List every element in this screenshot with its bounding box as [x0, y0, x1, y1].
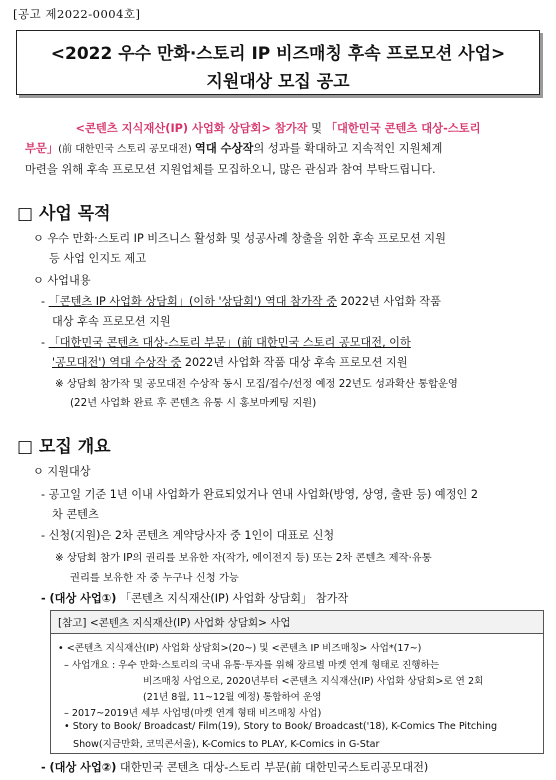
reference-box — [50, 610, 544, 754]
intro-winners: 역대 수상작 — [194, 142, 254, 155]
purpose-bullet-line-2: 등 사업 인지도 제고 — [49, 252, 147, 265]
target-program-1 — [41, 590, 348, 606]
target-bullet: ㅇ 지원대상 — [33, 465, 91, 478]
intro-line-3: 마련을 위해 후속 프로모션 지원업체를 모집하오니, 많은 관심과 참여 부탁드립니다. — [25, 163, 436, 176]
title-line-1: <2022 우수 만화·스토리 IP 비즈매칭 후속 프로모션 사업> — [50, 44, 506, 64]
dash-1-prefix: - — [41, 295, 49, 308]
dash-2-prefix: - — [41, 336, 49, 349]
target-program-2 — [41, 759, 428, 775]
reference-line-1: • <콘텐츠 지식재산(IP) 사업화 상담회>(20~) 및 <콘텐츠 IP 비즈매칭> 사업*(17~) — [58, 643, 422, 654]
reference-line-6: • Story to Book/ Broadcast/ Film(19), Story to Book/ Broadcast('18), K-Comics The Pitching — [64, 721, 498, 732]
reference-line-5: – 2017~2019년 세부 사업명(마켓 연계 형태 비즈매칭 사업) — [64, 708, 322, 719]
section-overview-heading: □ 모집 개요 — [17, 437, 111, 457]
reference-line-4: (21년 8월, 11~12월 예정) 통합하여 운영 — [143, 692, 322, 703]
dash-1-rest: 2022년 사업화 작품 — [336, 295, 441, 308]
intro-line-2 — [0, 139, 556, 160]
dash-2-rest: 2022년 사업화 작품 대상 후속 프로모션 지원 — [181, 356, 408, 369]
target-program-2-label: - (대상 사업②) — [41, 761, 117, 774]
dash-2-underlined: 「대한민국 콘텐츠 대상-스토리 부문」(前 대한민국 스토리 공모대전, 이하 — [48, 336, 411, 349]
target-dash-1-line-2: 차 콘텐츠 — [52, 508, 99, 521]
target-note-line-2: 권리를 보유한 자 중 누구나 신청 가능 — [70, 572, 239, 584]
target-dash-1-line-1: - 공고일 기준 1년 이내 사업화가 완료되었거나 연내 사업화(방영, 상영, 출판 등) 예정인 2 — [41, 488, 478, 501]
purpose-bullet-line-1: ㅇ 우수 만화·스토리 IP 비즈니스 활성화 및 성공사례 창출을 위한 후속 프로모션 지원 — [33, 232, 446, 245]
purpose-note-line-1: ※ 상담회 참가작 및 공모대전 수상작 동시 모집/접수/선정 예정 22년도 성과확산 통합운영 — [55, 378, 458, 390]
content-bullet: ㅇ 사업내용 — [33, 274, 91, 287]
title-box — [16, 30, 540, 95]
target-program-1-name: 「콘텐츠 지식재산(IP) 사업화 상담회」 참가작 — [116, 592, 349, 605]
section-purpose-heading: □ 사업 목적 — [17, 204, 111, 224]
target-program-1-label: - (대상 사업①) — [41, 592, 117, 605]
intro-former-name: (前 대한민국 스토리 공모대전) — [58, 144, 195, 155]
intro-award-title-end: 부문」 — [25, 142, 59, 155]
target-dash-2: - 신청(지원)은 2차 콘텐츠 계약당사자 중 1인이 대표로 신청 — [41, 529, 335, 542]
dash-1-underlined: 「콘텐츠 IP 사업화 상담회」(이하 '상담회') 역대 참가작 중 — [48, 295, 337, 308]
title-line-2: 지원대상 모집 공고 — [206, 72, 350, 92]
intro-paragraph — [0, 119, 556, 180]
reference-line-2: – 사업개요 : 우수 만화·스토리의 국내 유통·투자를 위해 장르별 마켓 연계 형태로 진행하는 — [64, 660, 440, 671]
reference-line-3: 비즈매칭 사업으로, 2020년부터 <콘텐츠 지식재산(IP) 사업화 상담회>로 연 2회 — [143, 676, 484, 687]
content-dash-1-line-2: 대상 후속 프로모션 지원 — [52, 315, 171, 328]
content-dash-2-line-1 — [41, 334, 411, 350]
content-dash-1-line-1 — [41, 293, 441, 309]
reference-header — [51, 611, 543, 634]
target-program-2-name: 대한민국 콘텐츠 대상-스토리 부문(前 대한민국스토리공모대전) — [116, 761, 429, 774]
notice-number: [공고 제2022-0004호] — [13, 7, 141, 21]
reference-line-7: Show(지금만화, 코믹콘서울), K-Comics to PLAY, K-Comics in G-Star — [73, 739, 380, 750]
intro-award-title: 「대한민국 콘텐츠 대상-스토리 — [325, 122, 481, 135]
intro-consult-title: <콘텐츠 지식재산(IP) 사업화 상담회> 참가작 — [75, 122, 308, 135]
reference-header-text: [참고] <콘텐츠 지식재산(IP) 사업화 상담회> 사업 — [58, 617, 291, 629]
purpose-note-line-2: (22년 사업화 완료 후 콘텐츠 유통 시 홍보마케팅 지원) — [70, 397, 317, 409]
target-note-line-1: ※ 상담회 참가 IP의 권리를 보유한 자(작가, 에이전지 등) 또는 2차 콘텐츠 제작·유통 — [55, 552, 432, 564]
intro-line-2-rest: 의 성과를 확대하고 지속적인 지원체계 — [253, 142, 443, 155]
dash-2-underlined-2: '공모대전') 역대 수상작 중 — [52, 356, 182, 369]
intro-line-1 — [0, 119, 556, 139]
content-dash-2-line-2 — [52, 354, 408, 370]
intro-and: 및 — [307, 122, 326, 135]
